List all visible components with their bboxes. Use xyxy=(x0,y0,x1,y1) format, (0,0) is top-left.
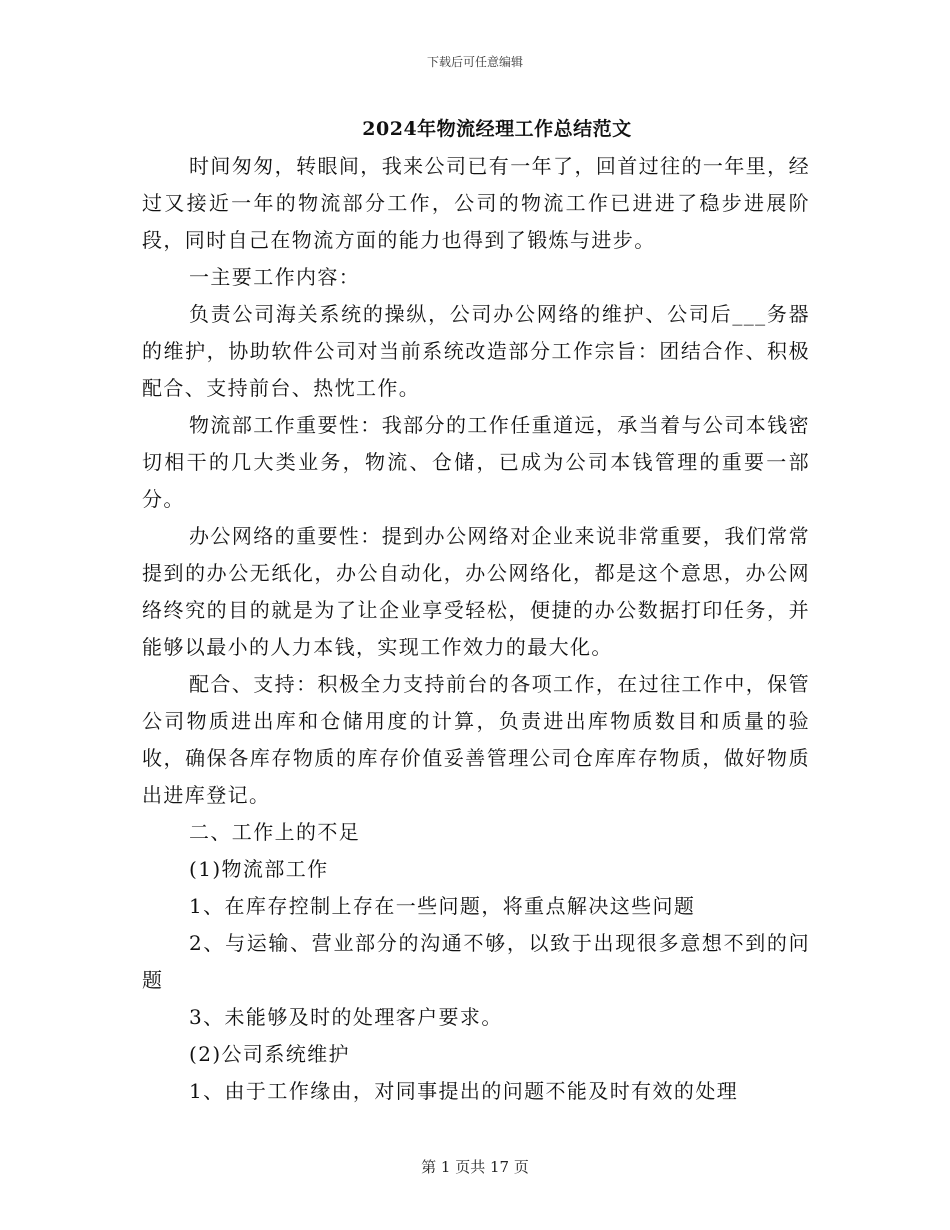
paragraph-duties: 负责公司海关系统的操纵，公司办公网络的维护、公司后___务器的维护，协助软件公司对当前系统改造部分工作宗旨：团结合作、积极配合、支持前台、热忱工作。 xyxy=(142,302,810,400)
paragraph-logistics-importance: 物流部工作重要性：我部分的工作任重道远，承当着与公司本钱密切相干的几大类业务，物流、仓储，已成为公司本钱管理的重要一部分。 xyxy=(142,413,810,511)
document-title: 2024年物流经理工作总结范文 xyxy=(362,118,632,140)
list-item: 1、在库存控制上存在一些问题，将重点解决这些问题 xyxy=(189,894,696,918)
subheading-logistics-dept: (1)物流部工作 xyxy=(189,857,329,881)
header-note: 下载后可任意编辑 xyxy=(426,55,523,69)
paragraph-intro: 时间匆匆，转眼间，我来公司已有一年了，回首过往的一年里，经过又接近一年的物流部分工作，公司的物流工作已进进了稳步进展阶段，同时自己在物流方面的能力也得到了锻炼与进步。 xyxy=(142,154,810,252)
heading-main-work: 一主要工作内容： xyxy=(189,265,361,289)
list-item: 3、未能够及时的处理客户要求。 xyxy=(189,1005,503,1029)
heading-shortcomings: 二、工作上的不足 xyxy=(189,820,361,844)
list-item: 1、由于工作缘由，对同事提出的问题不能及时有效的处理 xyxy=(189,1079,739,1103)
page-number: 第 1 页共 17 页 xyxy=(421,1158,529,1176)
subheading-system-maintenance: (2)公司系统维护 xyxy=(189,1042,350,1066)
paragraph-support: 配合、支持：积极全力支持前台的各项工作，在过往工作中，保管公司物质进出库和仓储用度的计算，负责进出库物质数目和质量的验收，确保各库存物质的库存价值妥善管理公司仓库库存物质，做好物质出进库登记。 xyxy=(142,672,810,807)
document-body xyxy=(142,148,810,1110)
paragraph-network-importance: 办公网络的重要性：提到办公网络对企业来说非常重要，我们常常提到的办公无纸化，办公自动化，办公网络化，都是这个意思，办公网络终究的目的就是为了让企业享受轻松，便捷的办公数据打印任务，并能够以最小的人力本钱，实现工作效力的最大化。 xyxy=(142,524,810,659)
list-item: 2、与运输、营业部分的沟通不够，以致于出现很多意想不到的问题 xyxy=(142,931,810,992)
